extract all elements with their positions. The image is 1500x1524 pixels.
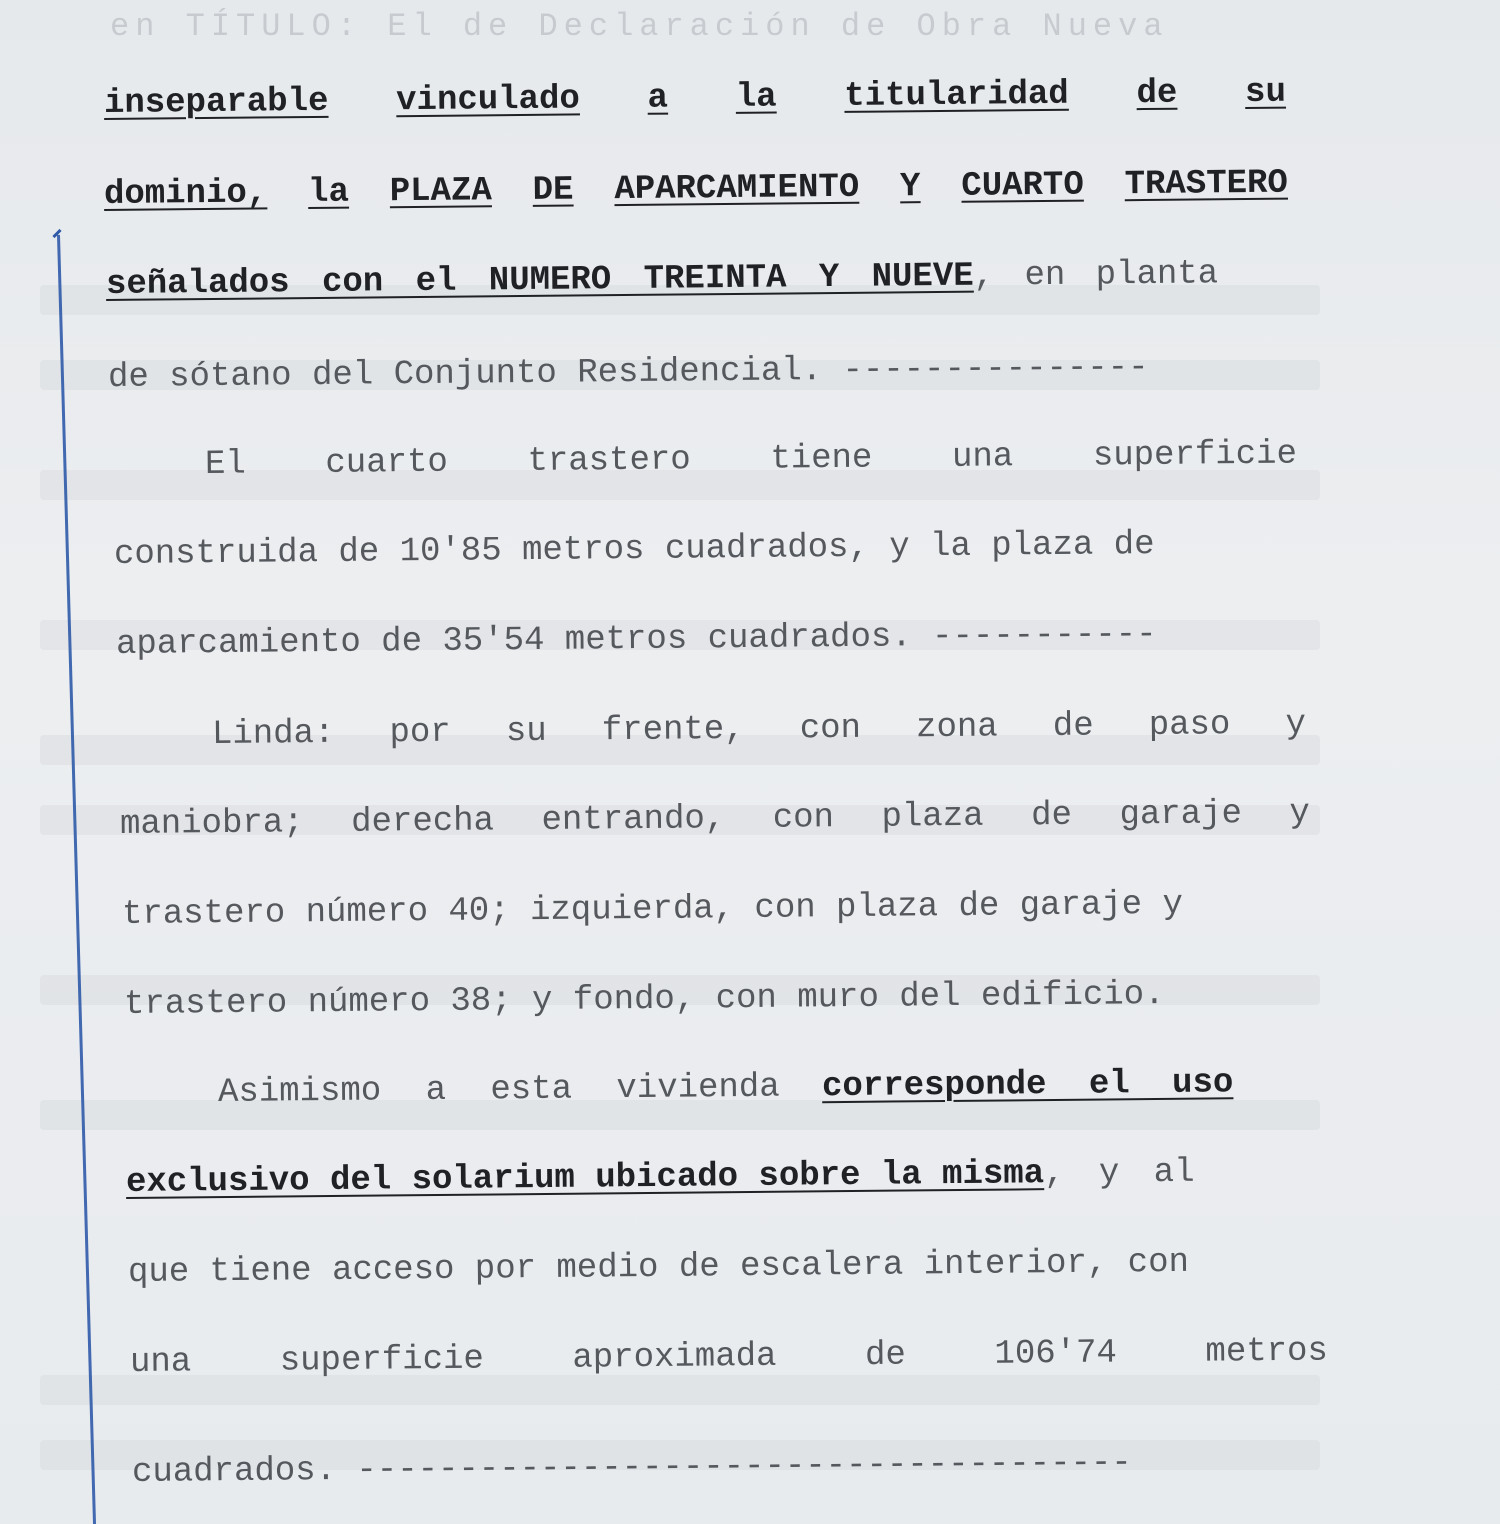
- text-line-11: trastero número 38; y fondo, con muro del edificio.: [123, 976, 1165, 1024]
- text-line-10: trastero número 40; izquierda, con plaza de garaje y: [121, 885, 1184, 934]
- text-line-14: que tiene acceso por medio de escalera interior, con: [127, 1243, 1190, 1292]
- text-line-5: El cuarto trastero tiene una superficie: [204, 435, 1298, 484]
- text-line-4: de sótano del Conjunto Residencial. ---------------: [107, 349, 1149, 397]
- text-line-2: dominio, la PLAZA DE APARCAMIENTO Y CUARTO TRASTERO: [103, 164, 1289, 214]
- text-line-13: exclusivo del solarium ubicado sobre la misma, y al: [125, 1153, 1195, 1202]
- text-line-7: aparcamiento de 35'54 metros cuadrados. -----------: [115, 616, 1157, 664]
- text-line-12: Asimismo a esta vivienda corresponde el uso: [217, 1064, 1234, 1112]
- text-line-6: construida de 10'85 metros cuadrados, y la plaza de: [113, 526, 1155, 574]
- text-line-9: maniobra; derecha entrando, con plaza de garaje y: [119, 794, 1311, 844]
- text-line-3: señalados con el NUMERO TREINTA Y NUEVE, en planta: [105, 255, 1219, 304]
- header-fragment: en TÍTULO: El de Declaración de Obra Nueva: [110, 8, 1169, 45]
- text-line-1: inseparable vinculado a la titularidad de su: [103, 73, 1287, 123]
- text-line-8: Linda: por su frente, con zona de paso y: [211, 705, 1307, 754]
- text-line-16: cuadrados. --------------------------------------: [131, 1444, 1132, 1492]
- text-line-15: una superficie aproximada de 106'74 metros: [129, 1332, 1329, 1382]
